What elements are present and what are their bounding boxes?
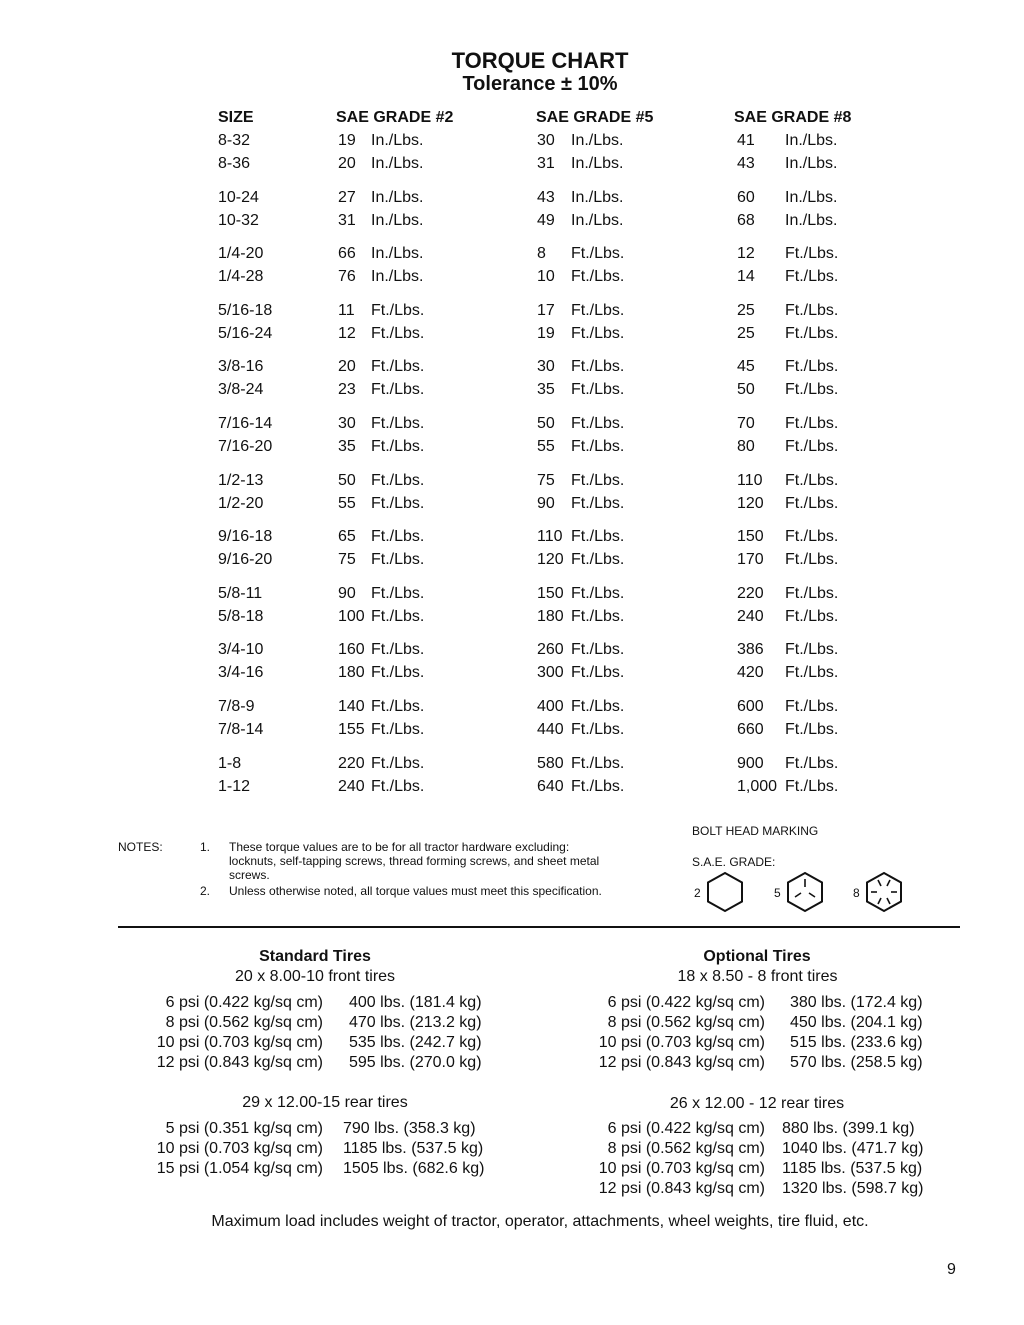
torque-cell-u5: In./Lbs.: [571, 211, 624, 229]
torque-cell-g8: 43: [737, 155, 755, 172]
torque-cell-u8: Ft./Lbs.: [785, 268, 839, 286]
page-title: TORQUE CHART: [451, 48, 629, 73]
torque-cell-u2: Ft./Lbs.: [371, 698, 425, 715]
torque-cell-g8: 660: [737, 721, 764, 738]
torque-cell-size: 7/8-14: [218, 721, 264, 738]
tire-load: 1320 lbs. (598.7 kg): [782, 1180, 924, 1197]
tire-load: 595 lbs. (270.0 kg): [349, 1054, 482, 1071]
torque-cell-u5: Ft./Lbs.: [571, 438, 625, 455]
torque-cell-g5: 19: [537, 324, 555, 342]
torque-cell-u5: Ft./Lbs.: [571, 471, 625, 489]
torque-cell-g8: 25: [737, 324, 755, 342]
torque-cell-u2: Ft./Lbs.: [371, 415, 425, 432]
torque-cell-size: 1-8: [218, 754, 242, 772]
torque-cell-g8: 70: [737, 415, 755, 432]
note-2-number: 2.: [200, 884, 211, 898]
tire-load: 470 lbs. (213.2 kg): [349, 1014, 482, 1031]
torque-cell-g5: 120: [537, 551, 564, 569]
torque-cell-u8: Ft./Lbs.: [785, 415, 839, 432]
tire-pressure: 12 psi (0.843 kg/sq cm): [598, 1180, 765, 1197]
torque-cell-u5: Ft./Lbs.: [571, 721, 625, 738]
torque-cell-g8: 50: [737, 381, 755, 399]
torque-cell-u2: Ft./Lbs.: [371, 754, 425, 772]
torque-cell-g2: 12: [338, 324, 356, 342]
note-1-number: 1.: [200, 840, 211, 854]
torque-cell-u5: In./Lbs.: [571, 132, 624, 149]
torque-cell-g2: 50: [338, 471, 356, 489]
tire-load-row: [0, 1140, 1024, 1160]
torque-cell-u5: Ft./Lbs.: [571, 268, 625, 286]
torque-cell-u5: Ft./Lbs.: [571, 324, 625, 342]
tire-pressure: 10 psi (0.703 kg/sq cm): [156, 1034, 323, 1051]
torque-cell-g2: 160: [338, 641, 365, 659]
torque-cell-g2: 20: [338, 358, 356, 376]
torque-cell-u8: Ft./Lbs.: [785, 494, 839, 512]
torque-cell-g8: 14: [737, 268, 755, 286]
torque-cell-g5: 580: [537, 754, 564, 772]
torque-cell-g5: 640: [537, 777, 564, 795]
torque-cell-u2: Ft./Lbs.: [371, 607, 425, 625]
torque-cell-g2: 66: [338, 245, 356, 263]
torque-cell-g2: 31: [338, 211, 356, 229]
torque-cell-u2: In./Lbs.: [371, 245, 424, 263]
size-header: SIZE: [218, 109, 254, 126]
torque-cell-u8: In./Lbs.: [785, 132, 838, 149]
torque-cell-size: 1-12: [218, 777, 251, 795]
torque-cell-g5: 10: [537, 268, 555, 286]
torque-cell-u5: Ft./Lbs.: [571, 381, 625, 399]
torque-cell-size: 3/4-10: [218, 641, 264, 659]
note-2-text: Unless otherwise noted, all torque values must meet this specification.: [229, 884, 602, 898]
torque-cell-g8: 25: [737, 301, 755, 319]
grade-5-label: 5: [774, 886, 781, 900]
torque-cell-g2: 76: [338, 268, 356, 286]
tire-load-row: [0, 1054, 1024, 1074]
tire-load: 380 lbs. (172.4 kg): [790, 994, 923, 1011]
note-1-line-1: These torque values are to be for all tractor hardware excluding:: [229, 840, 570, 854]
torque-cell-g8: 900: [737, 754, 764, 772]
torque-cell-u8: In./Lbs.: [785, 155, 838, 172]
torque-cell-u2: Ft./Lbs.: [371, 494, 425, 512]
torque-cell-g2: 55: [338, 494, 356, 512]
notes-label: NOTES:: [118, 840, 163, 854]
tire-load: 400 lbs. (181.4 kg): [349, 994, 482, 1011]
torque-cell-u2: Ft./Lbs.: [371, 438, 425, 455]
torque-cell-size: 10-32: [218, 211, 259, 229]
torque-cell-u2: Ft./Lbs.: [371, 471, 425, 489]
torque-cell-u5: Ft./Lbs.: [571, 777, 625, 795]
tire-load: 515 lbs. (233.6 kg): [790, 1034, 923, 1051]
grade2-header: SAE GRADE #2: [336, 109, 454, 126]
tire-pressure: 5 psi (0.351 kg/sq cm): [165, 1120, 323, 1137]
torque-cell-u2: In./Lbs.: [371, 211, 424, 229]
torque-cell-g2: 140: [338, 698, 365, 715]
tolerance-subtitle: Tolerance ± 10%: [462, 73, 618, 95]
standard-tires-heading: Standard Tires: [259, 948, 371, 965]
torque-cell-u8: Ft./Lbs.: [785, 641, 839, 659]
torque-cell-size: 8-32: [218, 132, 251, 149]
torque-cell-u5: Ft./Lbs.: [571, 494, 625, 512]
torque-cell-g5: 75: [537, 471, 555, 489]
torque-cell-u2: Ft./Lbs.: [371, 641, 425, 659]
torque-cell-g8: 220: [737, 584, 764, 602]
optional-front-tires-label: 18 x 8.50 - 8 front tires: [677, 968, 838, 985]
torque-cell-g5: 440: [537, 721, 564, 738]
torque-cell-u2: Ft./Lbs.: [371, 528, 425, 546]
torque-cell-u8: Ft./Lbs.: [785, 381, 839, 399]
torque-cell-g8: 240: [737, 607, 764, 625]
torque-cell-u2: In./Lbs.: [371, 132, 424, 149]
tire-pressure: 12 psi (0.843 kg/sq cm): [156, 1054, 323, 1071]
torque-cell-g8: 60: [737, 188, 755, 206]
page-number: 9: [947, 1261, 956, 1278]
torque-cell-g2: 20: [338, 155, 356, 172]
torque-cell-g2: 11: [338, 301, 355, 319]
bolt-head-marking-title: BOLT HEAD MARKING: [692, 824, 819, 838]
torque-cell-u5: Ft./Lbs.: [571, 698, 625, 715]
torque-cell-g8: 80: [737, 438, 755, 455]
torque-cell-g8: 41: [737, 132, 755, 149]
torque-cell-g5: 35: [537, 381, 555, 399]
torque-cell-g2: 100: [338, 607, 365, 625]
torque-cell-g5: 90: [537, 494, 555, 512]
torque-cell-u2: In./Lbs.: [371, 155, 424, 172]
torque-cell-g2: 23: [338, 381, 356, 399]
torque-cell-size: 5/16-18: [218, 301, 273, 319]
tire-load: 1040 lbs. (471.7 kg): [782, 1140, 924, 1157]
tire-pressure: 6 psi (0.422 kg/sq cm): [607, 1120, 765, 1137]
torque-cell-u8: Ft./Lbs.: [785, 607, 839, 625]
note-1-line-2: locknuts, self-tapping screws, thread forming screws, and sheet metal: [229, 854, 600, 868]
torque-cell-u8: Ft./Lbs.: [785, 245, 839, 263]
torque-cell-g5: 50: [537, 415, 555, 432]
tire-load: 570 lbs. (258.5 kg): [790, 1054, 923, 1071]
torque-cell-size: 8-36: [218, 155, 251, 172]
grade-8-label: 8: [853, 886, 860, 900]
torque-cell-u2: Ft./Lbs.: [371, 551, 425, 569]
torque-cell-u5: In./Lbs.: [571, 155, 624, 172]
torque-cell-u8: Ft./Lbs.: [785, 698, 839, 715]
maximum-load-note: Maximum load includes weight of tractor, operator, attachments, wheel weights, tire fluid, etc.: [211, 1213, 869, 1230]
tire-load-row: [0, 1160, 1024, 1180]
torque-cell-g2: 30: [338, 415, 356, 432]
torque-cell-u5: Ft./Lbs.: [571, 415, 625, 432]
torque-cell-u8: Ft./Lbs.: [785, 721, 839, 738]
torque-cell-u5: Ft./Lbs.: [571, 754, 625, 772]
torque-cell-g5: 55: [537, 438, 555, 455]
optional-rear-tires-label: 26 x 12.00 - 12 rear tires: [669, 1095, 845, 1112]
torque-cell-u2: Ft./Lbs.: [371, 777, 425, 795]
torque-cell-u2: In./Lbs.: [371, 268, 424, 286]
torque-cell-u8: Ft./Lbs.: [785, 438, 839, 455]
torque-cell-size: 1/4-28: [218, 268, 264, 286]
torque-cell-g2: 180: [338, 664, 365, 682]
torque-cell-g5: 30: [537, 132, 555, 149]
torque-cell-u8: Ft./Lbs.: [785, 358, 839, 376]
torque-cell-g2: 155: [338, 721, 365, 738]
torque-cell-u2: Ft./Lbs.: [371, 358, 425, 376]
torque-cell-size: 3/8-16: [218, 358, 264, 376]
torque-cell-g5: 150: [537, 584, 564, 602]
torque-cell-u5: Ft./Lbs.: [571, 528, 625, 546]
tire-pressure: 10 psi (0.703 kg/sq cm): [598, 1034, 765, 1051]
tire-pressure: 10 psi (0.703 kg/sq cm): [156, 1140, 323, 1157]
torque-cell-g8: 45: [737, 358, 755, 376]
torque-cell-g8: 1,000: [737, 777, 778, 795]
torque-cell-u2: Ft./Lbs.: [371, 381, 425, 399]
torque-cell-u8: In./Lbs.: [785, 211, 838, 229]
torque-cell-g2: 240: [338, 777, 365, 795]
tire-load: 1185 lbs. (537.5 kg): [782, 1160, 923, 1177]
torque-cell-u2: Ft./Lbs.: [371, 584, 425, 602]
tire-pressure: 15 psi (1.054 kg/sq cm): [156, 1160, 323, 1177]
torque-cell-g8: 386: [737, 641, 764, 659]
torque-cell-g8: 420: [737, 664, 764, 682]
torque-cell-g8: 120: [737, 494, 764, 512]
torque-cell-g2: 75: [338, 551, 356, 569]
tire-load: 790 lbs. (358.3 kg): [343, 1120, 476, 1137]
torque-cell-g5: 17: [537, 301, 555, 319]
torque-cell-size: 1/2-13: [218, 471, 264, 489]
tire-pressure: 6 psi (0.422 kg/sq cm): [607, 994, 765, 1011]
note-1-line-3: screws.: [229, 868, 270, 882]
torque-cell-u8: Ft./Lbs.: [785, 754, 839, 772]
tire-load-row: [0, 1034, 1024, 1054]
torque-cell-u8: Ft./Lbs.: [785, 664, 839, 682]
torque-cell-size: 7/16-14: [218, 415, 273, 432]
torque-cell-g2: 65: [338, 528, 356, 546]
torque-cell-g8: 110: [737, 471, 763, 489]
standard-rear-tires-label: 29 x 12.00-15 rear tires: [242, 1094, 408, 1111]
optional-tires-heading: Optional Tires: [703, 948, 811, 965]
tire-pressure: 12 psi (0.843 kg/sq cm): [598, 1054, 765, 1071]
tire-pressure: 8 psi (0.562 kg/sq cm): [165, 1014, 323, 1031]
torque-cell-g5: 180: [537, 607, 564, 625]
torque-cell-g8: 150: [737, 528, 764, 546]
tire-load: 1185 lbs. (537.5 kg): [343, 1140, 484, 1157]
tire-pressure: 8 psi (0.562 kg/sq cm): [607, 1014, 765, 1031]
torque-cell-size: 7/8-9: [218, 698, 255, 715]
torque-cell-size: 3/4-16: [218, 664, 264, 682]
torque-cell-g8: 600: [737, 698, 764, 715]
torque-cell-g5: 300: [537, 664, 564, 682]
torque-cell-g5: 49: [537, 211, 555, 229]
tire-load-row: [0, 1120, 1024, 1140]
torque-cell-u2: Ft./Lbs.: [371, 301, 425, 319]
torque-cell-u8: Ft./Lbs.: [785, 528, 839, 546]
grade-2-label: 2: [694, 886, 701, 900]
torque-cell-size: 5/8-18: [218, 607, 264, 625]
torque-cell-u2: Ft./Lbs.: [371, 664, 425, 682]
tire-load: 535 lbs. (242.7 kg): [349, 1034, 482, 1051]
tire-pressure: 10 psi (0.703 kg/sq cm): [598, 1160, 765, 1177]
sae-grade-label: S.A.E. GRADE:: [692, 855, 776, 869]
torque-cell-u8: Ft./Lbs.: [785, 324, 839, 342]
torque-cell-u5: In./Lbs.: [571, 188, 624, 206]
tire-load: 450 lbs. (204.1 kg): [790, 1014, 923, 1031]
torque-cell-u5: Ft./Lbs.: [571, 664, 625, 682]
torque-cell-u8: Ft./Lbs.: [785, 471, 839, 489]
torque-cell-u5: Ft./Lbs.: [571, 245, 625, 263]
standard-front-tires-label: 20 x 8.00-10 front tires: [234, 968, 396, 985]
torque-cell-size: 3/8-24: [218, 381, 264, 399]
grade5-header: SAE GRADE #5: [536, 109, 654, 126]
torque-cell-u2: In./Lbs.: [371, 188, 424, 206]
torque-cell-u8: Ft./Lbs.: [785, 777, 839, 795]
torque-cell-u5: Ft./Lbs.: [571, 551, 625, 569]
torque-cell-size: 5/16-24: [218, 324, 273, 342]
torque-cell-u2: Ft./Lbs.: [371, 324, 425, 342]
torque-cell-g2: 35: [338, 438, 356, 455]
tire-load-row: [0, 1014, 1024, 1034]
torque-cell-size: 7/16-20: [218, 438, 273, 455]
tire-load: 1505 lbs. (682.6 kg): [343, 1160, 485, 1177]
torque-cell-u8: Ft./Lbs.: [785, 551, 839, 569]
torque-cell-size: 9/16-20: [218, 551, 273, 569]
torque-cell-size: 1/2-20: [218, 494, 264, 512]
torque-cell-u5: Ft./Lbs.: [571, 607, 625, 625]
torque-cell-g2: 27: [338, 188, 356, 206]
torque-cell-g2: 220: [338, 754, 365, 772]
torque-cell-u5: Ft./Lbs.: [571, 641, 625, 659]
torque-cell-u5: Ft./Lbs.: [571, 358, 625, 376]
torque-cell-u8: In./Lbs.: [785, 188, 838, 206]
torque-cell-u8: Ft./Lbs.: [785, 301, 839, 319]
tire-pressure: 8 psi (0.562 kg/sq cm): [607, 1140, 765, 1157]
tire-load-row: [0, 994, 1024, 1014]
tire-load: 880 lbs. (399.1 kg): [782, 1120, 915, 1137]
torque-cell-size: 1/4-20: [218, 245, 264, 263]
torque-cell-g5: 110: [537, 528, 563, 546]
tire-load-row: [0, 1180, 1024, 1200]
torque-cell-g5: 43: [537, 188, 555, 206]
torque-cell-g5: 30: [537, 358, 555, 376]
torque-cell-size: 5/8-11: [218, 584, 263, 602]
torque-cell-size: 9/16-18: [218, 528, 273, 546]
torque-cell-g8: 12: [737, 245, 755, 263]
torque-cell-size: 10-24: [218, 188, 259, 206]
torque-cell-g5: 400: [537, 698, 564, 715]
torque-cell-g5: 260: [537, 641, 564, 659]
grade8-header: SAE GRADE #8: [734, 109, 852, 126]
torque-cell-g8: 170: [737, 551, 764, 569]
torque-cell-u5: Ft./Lbs.: [571, 584, 625, 602]
torque-cell-g5: 8: [537, 245, 546, 263]
torque-cell-u2: Ft./Lbs.: [371, 721, 425, 738]
torque-cell-g2: 19: [338, 132, 356, 149]
torque-cell-u8: Ft./Lbs.: [785, 584, 839, 602]
tire-pressure: 6 psi (0.422 kg/sq cm): [165, 994, 323, 1011]
torque-cell-g5: 31: [537, 155, 555, 172]
torque-cell-u5: Ft./Lbs.: [571, 301, 625, 319]
torque-cell-g8: 68: [737, 211, 755, 229]
torque-cell-g2: 90: [338, 584, 356, 602]
